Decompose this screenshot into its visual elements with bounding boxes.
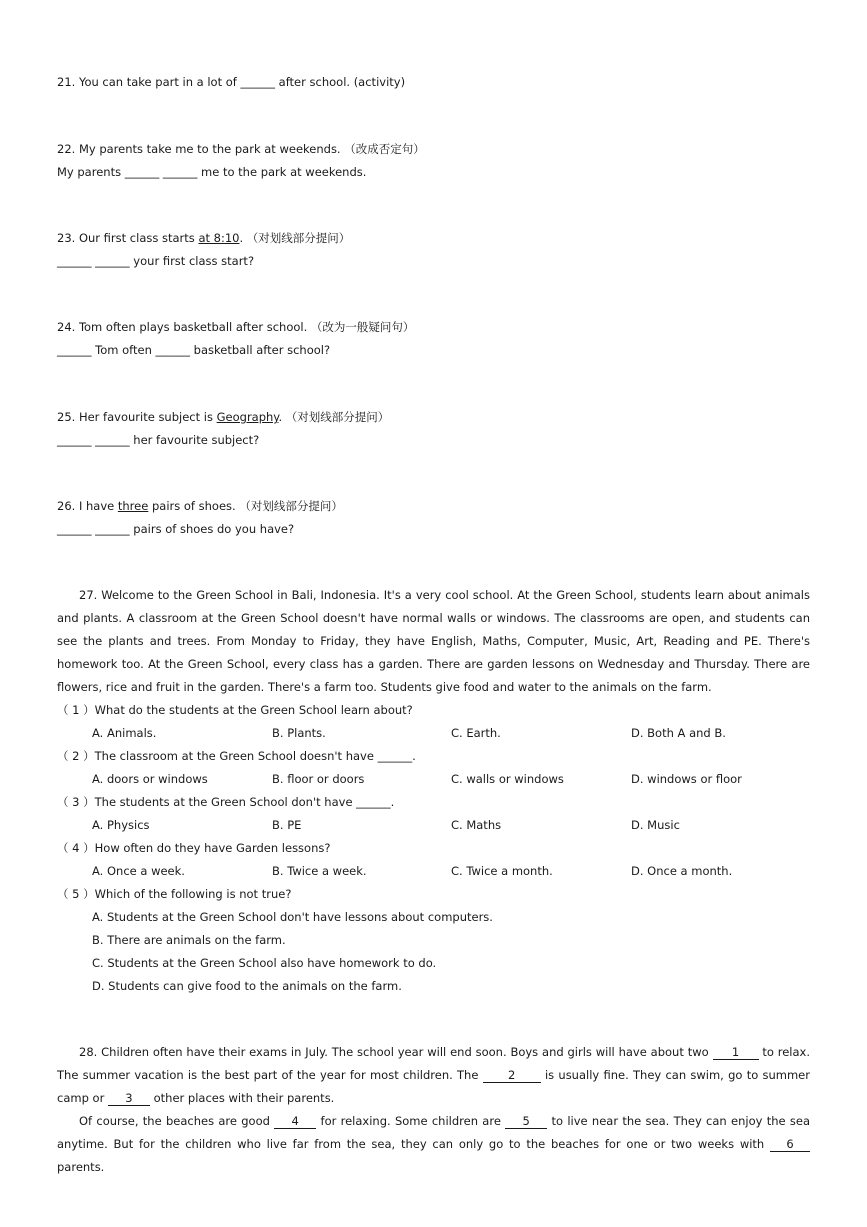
q27-sub-4-number: （ 4 ） — [57, 841, 95, 855]
q26-text: 26. I have — [57, 499, 118, 513]
q27-1-option-d: D. Both A and B. — [631, 726, 726, 740]
q25-underlined: Geography — [216, 410, 279, 424]
q28-text-7: to live near the sea. They can enjoy the sea anytime. But for the children who live far from the sea, they can only go to the beaches for one or two weeks with — [57, 1114, 810, 1151]
question-24: 24. Tom often plays basketball after school. （改为一般疑问句） — [57, 320, 415, 334]
question-23 — [57, 230, 350, 246]
question-26-answer-line: ______ ______ pairs of shoes do you have? — [57, 522, 295, 536]
q27-sub-5 — [57, 886, 291, 902]
q27-sub-2-number: （ 2 ） — [57, 749, 95, 763]
question-26 — [57, 498, 343, 514]
q23-text: 23. Our first class starts — [57, 231, 199, 245]
q27-4-option-a: A. Once a week. — [92, 864, 185, 878]
q28-text-1: 28. Children often have their exams in July. The school year will end soon. Boys and girls will have about two — [79, 1045, 713, 1059]
q21-blank: ______ — [240, 75, 275, 89]
q28-blank-4: 4 — [274, 1114, 316, 1129]
q25-hint: . （对划线部分提问） — [278, 410, 390, 424]
q28-text-2: to relax. The summer vacation is the best part of the year for most children. The — [57, 1045, 810, 1082]
q26-hint: pairs of shoes. （对划线部分提问） — [148, 499, 343, 513]
q27-sub-1-number: （ 1 ） — [57, 703, 95, 717]
q28-text-3: is usually fine. They can swim, go to summer camp or — [57, 1068, 810, 1105]
q23-underlined: at 8:10 — [198, 231, 240, 245]
q27-3-option-b: B. PE — [272, 818, 302, 832]
q28-blank-1: 1 — [713, 1045, 759, 1060]
q27-passage-text: 27. Welcome to the Green School in Bali, Indonesia. It's a very cool school. At the Green School, students learn about animals and plants. A classroom at the Green School doesn't have normal walls or windows. The classrooms are open, and students can see the plants and trees. From Monday to Friday, they have English, Maths, Computer, Music, Art, Reading and PE. There's homework too. At the Green School, every class has a garden. There are garden lessons on Wednesday and Thursday. There are flowers, rice and fruit in the garden. There's a farm too. Students give food and water to the animals on the farm. — [57, 588, 810, 694]
q28-blank-3: 3 — [108, 1091, 150, 1106]
q27-2-option-a: A. doors or windows — [92, 772, 208, 786]
q27-sub-3-text: The students at the Green School don't have ______. — [94, 795, 395, 809]
q28-text-5: Of course, the beaches are good — [79, 1114, 275, 1128]
q27-5-option-c: C. Students at the Green School also have homework to do. — [92, 956, 437, 970]
q27-1-option-b: B. Plants. — [272, 726, 326, 740]
q27-3-option-a: A. Physics — [92, 818, 150, 832]
question-25-answer-line: ______ ______ her favourite subject? — [57, 433, 260, 447]
q27-3-option-d: D. Music — [631, 818, 680, 832]
q28-text-6: for relaxing. Some children are — [316, 1114, 506, 1128]
q27-5-option-b: B. There are animals on the farm. — [92, 933, 286, 947]
q27-5-option-d: D. Students can give food to the animals on the farm. — [92, 979, 402, 993]
question-21 — [57, 74, 405, 90]
question-27-passage — [57, 584, 810, 699]
question-23-answer-line: ______ ______ your first class start? — [57, 254, 255, 268]
q27-sub-3-number: （ 3 ） — [57, 795, 95, 809]
q27-2-option-d: D. windows or floor — [631, 772, 742, 786]
q27-sub-5-text: Which of the following is not true? — [94, 887, 292, 901]
q27-4-option-c: C. Twice a month. — [451, 864, 553, 878]
q27-4-option-b: B. Twice a week. — [272, 864, 367, 878]
q27-sub-1 — [57, 702, 413, 718]
q27-sub-5-number: （ 5 ） — [57, 887, 95, 901]
q28-blank-5: 5 — [505, 1114, 547, 1129]
q27-1-option-a: A. Animals. — [92, 726, 157, 740]
question-28-passage — [57, 1041, 810, 1179]
q27-2-option-c: C. walls or windows — [451, 772, 564, 786]
q27-sub-2 — [57, 748, 416, 764]
q28-blank-6: 6 — [770, 1137, 810, 1152]
q27-sub-3 — [57, 794, 394, 810]
q23-hint: . （对划线部分提问） — [239, 231, 351, 245]
q27-sub-4-text: How often do they have Garden lessons? — [94, 841, 331, 855]
question-22: 22. My parents take me to the park at weekends. （改成否定句） — [57, 142, 425, 156]
q27-3-option-c: C. Maths — [451, 818, 502, 832]
q28-text-4: other places with their parents. — [149, 1091, 335, 1105]
q28-blank-2: 2 — [483, 1068, 541, 1083]
q27-sub-2-text: The classroom at the Green School doesn't have ______. — [94, 749, 416, 763]
q27-sub-1-text: What do the students at the Green School learn about? — [94, 703, 413, 717]
q25-text: 25. Her favourite subject is — [57, 410, 217, 424]
q27-2-option-b: B. floor or doors — [272, 772, 365, 786]
q28-text-8: parents. — [57, 1160, 105, 1174]
question-22-answer-line: My parents ______ ______ me to the park at weekends. — [57, 165, 367, 179]
q21-text: 21. You can take part in a lot of — [57, 75, 241, 89]
question-25 — [57, 409, 389, 425]
q27-5-option-a: A. Students at the Green School don't have lessons about computers. — [92, 910, 493, 924]
q27-4-option-d: D. Once a month. — [631, 864, 733, 878]
question-24-answer-line: ______ Tom often ______ basketball after school? — [57, 343, 331, 357]
q27-1-option-c: C. Earth. — [451, 726, 501, 740]
q21-hint: after school. (activity) — [275, 75, 406, 89]
q26-underlined: three — [117, 499, 149, 513]
q27-sub-4 — [57, 840, 330, 856]
